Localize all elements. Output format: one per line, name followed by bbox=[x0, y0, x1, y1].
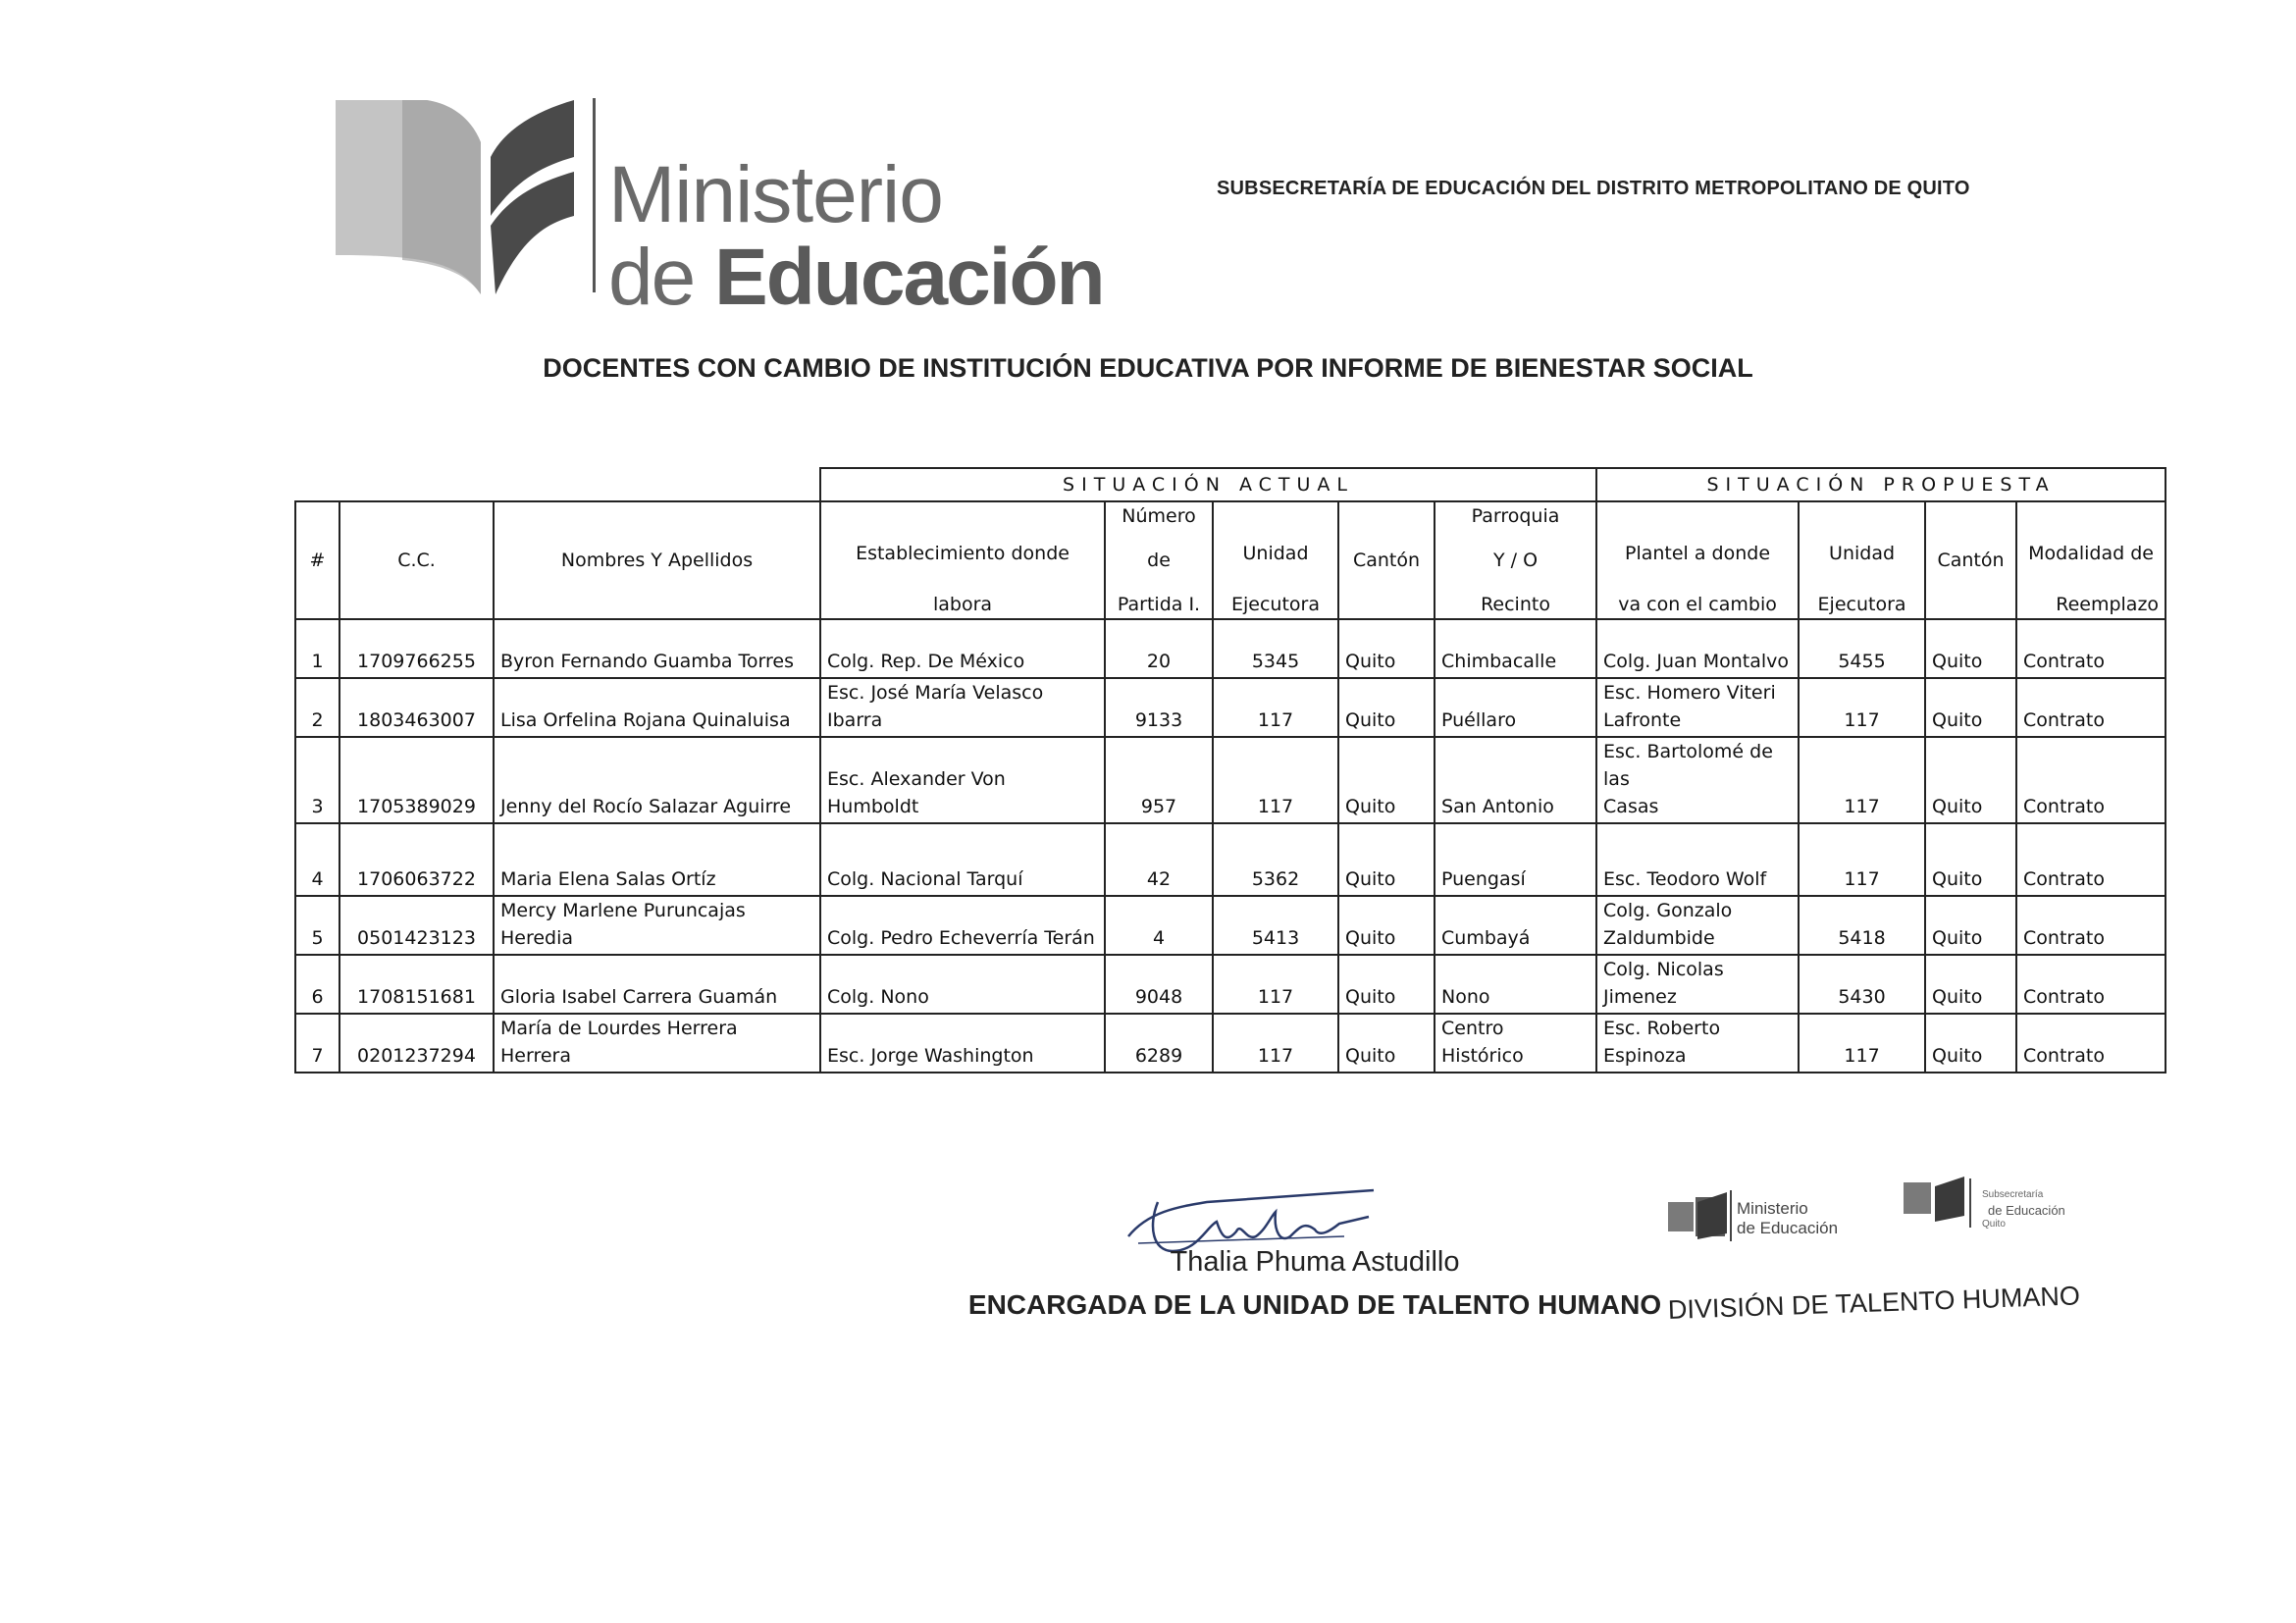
cell-unidad-propuesta bbox=[1799, 678, 1925, 737]
cell-plantel-text: Esc. Teodoro Wolf bbox=[1603, 868, 1767, 890]
cell-partida-text: 9133 bbox=[1134, 709, 1183, 731]
cell-plantel-text: Esc. Homero Viteri bbox=[1603, 682, 1776, 704]
cell-cc-text: 0501423123 bbox=[357, 927, 476, 949]
cell-num bbox=[295, 955, 339, 1014]
table-row bbox=[295, 896, 2166, 955]
cell-partida-text: 4 bbox=[1152, 927, 1166, 949]
cell-establecimiento bbox=[820, 619, 1105, 678]
cell-unidad-text: 117 bbox=[1257, 986, 1294, 1008]
cell-unidad-propuesta-text: 117 bbox=[1844, 1045, 1880, 1067]
cell-establecimiento bbox=[820, 1014, 1105, 1073]
header-modalidad-1: Modalidad de bbox=[2028, 543, 2154, 564]
cell-partida bbox=[1105, 678, 1213, 737]
cell-cc bbox=[339, 678, 494, 737]
stamp-ministerio-line-1: Ministerio bbox=[1737, 1199, 1808, 1218]
cell-canton-text: Quito bbox=[1345, 651, 1396, 672]
cell-partida-text: 9048 bbox=[1134, 986, 1183, 1008]
cell-num bbox=[295, 678, 339, 737]
cell-canton-text: Quito bbox=[1345, 1045, 1396, 1067]
cell-canton-propuesta bbox=[1925, 678, 2016, 737]
header-parroquia-3: Recinto bbox=[1481, 594, 1550, 615]
header-canton: Cantón bbox=[1338, 501, 1435, 619]
cell-canton-propuesta bbox=[1925, 896, 2016, 955]
cell-plantel-text: Espinoza bbox=[1603, 1045, 1687, 1067]
cell-partida-text: 957 bbox=[1140, 796, 1177, 817]
cell-unidad-propuesta bbox=[1799, 619, 1925, 678]
cell-nombre bbox=[494, 823, 820, 896]
cell-canton-propuesta-text: Quito bbox=[1932, 868, 1983, 890]
cell-parroquia bbox=[1435, 955, 1596, 1014]
brand-bold: Educación bbox=[714, 233, 1104, 322]
cell-plantel bbox=[1596, 896, 1799, 955]
header-nombres: Nombres Y Apellidos bbox=[494, 501, 820, 619]
cell-cc bbox=[339, 955, 494, 1014]
header-partida-3: Partida I. bbox=[1117, 594, 1201, 615]
cell-canton bbox=[1338, 737, 1435, 823]
cell-cc-text: 1705389029 bbox=[357, 796, 476, 817]
cell-partida-text: 42 bbox=[1146, 868, 1172, 890]
cell-modalidad-text: Contrato bbox=[2023, 709, 2105, 731]
cell-num bbox=[295, 1014, 339, 1073]
group-header-blank bbox=[295, 468, 820, 501]
header-parroquia-1: Parroquia bbox=[1471, 505, 1560, 527]
cell-canton-propuesta bbox=[1925, 619, 2016, 678]
cell-plantel bbox=[1596, 678, 1799, 737]
stamp-sub-line-3: Quito bbox=[1982, 1219, 2006, 1230]
header-establecimiento bbox=[820, 501, 1105, 619]
stamp-sub-line-1: Subsecretaría bbox=[1982, 1189, 2044, 1200]
cell-plantel-text: Esc. Roberto bbox=[1603, 1018, 1721, 1039]
header-plantel-2: va con el cambio bbox=[1618, 594, 1777, 615]
cell-modalidad-text: Contrato bbox=[2023, 651, 2105, 672]
cell-unidad-propuesta-text: 5418 bbox=[1838, 927, 1886, 949]
cell-modalidad-text: Contrato bbox=[2023, 986, 2105, 1008]
cell-partida bbox=[1105, 955, 1213, 1014]
cell-nombre bbox=[494, 678, 820, 737]
cell-plantel bbox=[1596, 823, 1799, 896]
header-unidad-p-1: Unidad bbox=[1829, 543, 1896, 564]
cell-canton-propuesta-text: Quito bbox=[1932, 1045, 1983, 1067]
table-row bbox=[295, 823, 2166, 896]
cell-plantel bbox=[1596, 955, 1799, 1014]
cell-num-text: 5 bbox=[311, 927, 324, 949]
cell-num bbox=[295, 896, 339, 955]
cell-establecimiento-text: Esc. Alexander Von Humboldt bbox=[827, 768, 1006, 817]
cell-num-text: 7 bbox=[311, 1045, 324, 1067]
signer-role: ENCARGADA DE LA UNIDAD DE TALENTO HUMANO bbox=[967, 1289, 1662, 1320]
cell-partida-text: 20 bbox=[1146, 651, 1172, 672]
cell-modalidad bbox=[2016, 823, 2166, 896]
cell-unidad-propuesta bbox=[1799, 1014, 1925, 1073]
cell-canton-propuesta bbox=[1925, 737, 2016, 823]
cell-canton-propuesta-text: Quito bbox=[1932, 709, 1983, 731]
stamp-sub-line-2: de Educación bbox=[1988, 1203, 2065, 1218]
cell-canton-propuesta-text: Quito bbox=[1932, 796, 1983, 817]
header-partida-2: de bbox=[1147, 550, 1171, 571]
cell-establecimiento-text: Colg. Rep. De México bbox=[827, 651, 1025, 672]
cell-cc bbox=[339, 737, 494, 823]
cell-cc-text: 1803463007 bbox=[357, 709, 476, 731]
cell-establecimiento bbox=[820, 678, 1105, 737]
cell-parroquia-text: San Antonio bbox=[1441, 796, 1554, 817]
cell-cc-text: 1708151681 bbox=[357, 986, 476, 1008]
cell-parroquia-text: Cumbayá bbox=[1441, 927, 1531, 949]
cell-canton-propuesta bbox=[1925, 823, 2016, 896]
header-plantel-1: Plantel a donde bbox=[1625, 543, 1771, 564]
cell-parroquia-text: Nono bbox=[1441, 986, 1490, 1008]
cell-unidad-text: 5413 bbox=[1251, 927, 1300, 949]
cell-unidad-propuesta bbox=[1799, 737, 1925, 823]
cell-canton-propuesta bbox=[1925, 955, 2016, 1014]
header-estab-2: labora bbox=[932, 594, 993, 615]
cell-unidad-propuesta bbox=[1799, 823, 1925, 896]
cell-establecimiento-text: Colg. Nono bbox=[827, 986, 929, 1008]
cell-unidad bbox=[1213, 619, 1338, 678]
header-modalidad bbox=[2016, 501, 2166, 619]
cell-establecimiento-text: Colg. Nacional Tarquí bbox=[827, 868, 1023, 890]
cell-num-text: 6 bbox=[311, 986, 324, 1008]
cell-canton bbox=[1338, 823, 1435, 896]
cell-nombre-text: Gloria Isabel Carrera Guamán bbox=[500, 986, 778, 1008]
cell-cc-text: 0201237294 bbox=[357, 1045, 476, 1067]
cell-unidad bbox=[1213, 823, 1338, 896]
cell-partida bbox=[1105, 896, 1213, 955]
cell-canton-text: Quito bbox=[1345, 796, 1396, 817]
table-row bbox=[295, 737, 2166, 823]
cell-canton bbox=[1338, 896, 1435, 955]
cell-parroquia bbox=[1435, 823, 1596, 896]
cell-parroquia bbox=[1435, 619, 1596, 678]
cell-establecimiento bbox=[820, 737, 1105, 823]
cell-plantel bbox=[1596, 737, 1799, 823]
header-unidad-1: Unidad bbox=[1242, 543, 1309, 564]
cell-establecimiento bbox=[820, 955, 1105, 1014]
cell-establecimiento-text: Esc. Jorge Washington bbox=[827, 1045, 1034, 1067]
cell-unidad-propuesta-text: 5430 bbox=[1838, 986, 1886, 1008]
cell-modalidad bbox=[2016, 896, 2166, 955]
cell-canton-propuesta bbox=[1925, 1014, 2016, 1073]
cell-unidad-propuesta-text: 117 bbox=[1844, 796, 1880, 817]
cell-establecimiento-text: Esc. José María Velasco bbox=[827, 682, 1044, 704]
cell-nombre bbox=[494, 1014, 820, 1073]
table-row bbox=[295, 619, 2166, 678]
cell-parroquia bbox=[1435, 1014, 1596, 1073]
cell-nombre-text: Lisa Orfelina Rojana Quinaluisa bbox=[500, 709, 791, 731]
cell-unidad bbox=[1213, 678, 1338, 737]
header-parroquia bbox=[1435, 501, 1596, 619]
docentes-table bbox=[294, 467, 2166, 1073]
header-modalidad-2: Reemplazo bbox=[2056, 594, 2160, 615]
column-header-row bbox=[295, 501, 2166, 619]
header-canton-propuesta: Cantón bbox=[1925, 501, 2016, 619]
cell-nombre-text: María de Lourdes Herrera Herrera bbox=[500, 1018, 738, 1067]
header-plantel bbox=[1596, 501, 1799, 619]
cell-plantel-text: Casas bbox=[1603, 796, 1659, 817]
cell-plantel-text: Colg. Nicolas Jimenez bbox=[1603, 959, 1724, 1008]
cell-unidad-propuesta-text: 5455 bbox=[1838, 651, 1886, 672]
header-unidad-p-2: Ejecutora bbox=[1817, 594, 1906, 615]
cell-parroquia bbox=[1435, 737, 1596, 823]
cell-establecimiento bbox=[820, 823, 1105, 896]
cell-num-text: 2 bbox=[311, 709, 324, 731]
cell-nombre-text: Maria Elena Salas Ortíz bbox=[500, 868, 716, 890]
cell-plantel bbox=[1596, 1014, 1799, 1073]
cell-plantel-text: Esc. Bartolomé de las bbox=[1603, 741, 1773, 790]
cell-establecimiento-text: Ibarra bbox=[827, 709, 883, 731]
cell-nombre-text: Jenny del Rocío Salazar Aguirre bbox=[500, 796, 792, 817]
cell-canton-text: Quito bbox=[1345, 927, 1396, 949]
cell-cc-text: 1706063722 bbox=[357, 868, 476, 890]
cell-nombre bbox=[494, 955, 820, 1014]
cell-modalidad bbox=[2016, 678, 2166, 737]
cell-cc bbox=[339, 1014, 494, 1073]
cell-canton bbox=[1338, 1014, 1435, 1073]
cell-unidad bbox=[1213, 1014, 1338, 1073]
signer-name: Thalia Phuma Astudillo bbox=[1170, 1246, 1460, 1278]
cell-nombre-text: Heredia bbox=[500, 927, 574, 949]
cell-parroquia-text: Puengasí bbox=[1441, 868, 1526, 890]
cell-unidad-text: 117 bbox=[1257, 709, 1294, 731]
cell-modalidad bbox=[2016, 955, 2166, 1014]
cell-partida-text: 6289 bbox=[1134, 1045, 1183, 1067]
group-header-row bbox=[295, 468, 2166, 501]
cell-num-text: 3 bbox=[311, 796, 324, 817]
logo-divider bbox=[593, 98, 596, 292]
cell-num bbox=[295, 737, 339, 823]
stamp-division: DIVISIÓN DE TALENTO HUMANO bbox=[1667, 1281, 2081, 1325]
cell-plantel-text: Colg. Gonzalo bbox=[1603, 900, 1733, 921]
cell-num bbox=[295, 823, 339, 896]
cell-plantel bbox=[1596, 619, 1799, 678]
header-unidad bbox=[1213, 501, 1338, 619]
brand-line-1: Ministerio bbox=[608, 150, 943, 239]
header-parroquia-2: Y / O bbox=[1493, 550, 1539, 571]
cell-modalidad bbox=[2016, 619, 2166, 678]
cell-canton-propuesta-text: Quito bbox=[1932, 927, 1983, 949]
cell-establecimiento-text: Colg. Pedro Echeverría Terán bbox=[827, 927, 1095, 949]
cell-canton-text: Quito bbox=[1345, 986, 1396, 1008]
cell-unidad-text: 5345 bbox=[1251, 651, 1300, 672]
cell-canton-text: Quito bbox=[1345, 868, 1396, 890]
cell-canton bbox=[1338, 678, 1435, 737]
ministerio-logo-icon bbox=[334, 98, 589, 294]
cell-unidad-propuesta bbox=[1799, 955, 1925, 1014]
cell-nombre bbox=[494, 619, 820, 678]
cell-plantel-text: Lafronte bbox=[1603, 709, 1682, 731]
cell-modalidad-text: Contrato bbox=[2023, 927, 2105, 949]
header-cc: C.C. bbox=[339, 501, 494, 619]
cell-nombre-text: Byron Fernando Guamba Torres bbox=[500, 651, 795, 672]
table-body bbox=[295, 619, 2166, 1073]
cell-unidad-propuesta-text: 117 bbox=[1844, 709, 1880, 731]
cell-establecimiento bbox=[820, 896, 1105, 955]
cell-parroquia-text: Chimbacalle bbox=[1441, 651, 1557, 672]
header-unidad-propuesta bbox=[1799, 501, 1925, 619]
header-partida bbox=[1105, 501, 1213, 619]
cell-unidad-propuesta-text: 117 bbox=[1844, 868, 1880, 890]
cell-plantel-text: Zaldumbide bbox=[1603, 927, 1715, 949]
cell-unidad-text: 117 bbox=[1257, 796, 1294, 817]
brand-line-2 bbox=[608, 233, 1104, 322]
cell-unidad-text: 5362 bbox=[1251, 868, 1300, 890]
document-title: DOCENTES CON CAMBIO DE INSTITUCIÓN EDUCATIVA POR INFORME DE BIENESTAR SOCIAL bbox=[543, 353, 1753, 383]
cell-canton bbox=[1338, 955, 1435, 1014]
cell-nombre bbox=[494, 896, 820, 955]
group-situacion-propuesta: SITUACIÓN PROPUESTA bbox=[1596, 468, 2166, 501]
cell-modalidad bbox=[2016, 1014, 2166, 1073]
cell-unidad bbox=[1213, 737, 1338, 823]
cell-unidad bbox=[1213, 955, 1338, 1014]
table-row bbox=[295, 678, 2166, 737]
table-row bbox=[295, 955, 2166, 1014]
cell-canton bbox=[1338, 619, 1435, 678]
cell-partida bbox=[1105, 1014, 1213, 1073]
header-unidad-2: Ejecutora bbox=[1231, 594, 1321, 615]
cell-cc bbox=[339, 619, 494, 678]
cell-partida bbox=[1105, 619, 1213, 678]
table-row bbox=[295, 1014, 2166, 1073]
cell-nombre bbox=[494, 737, 820, 823]
cell-nombre-text: Mercy Marlene Puruncajas bbox=[500, 900, 746, 921]
cell-cc bbox=[339, 823, 494, 896]
subsecretaria-heading: SUBSECRETARÍA DE EDUCACIÓN DEL DISTRITO METROPOLITANO DE QUITO bbox=[1217, 178, 1970, 199]
cell-num-text: 1 bbox=[311, 651, 324, 672]
cell-cc bbox=[339, 896, 494, 955]
cell-parroquia-text: Puéllaro bbox=[1441, 709, 1517, 731]
cell-parroquia bbox=[1435, 896, 1596, 955]
cell-canton-propuesta-text: Quito bbox=[1932, 651, 1983, 672]
cell-unidad-propuesta bbox=[1799, 896, 1925, 955]
cell-cc-text: 1709766255 bbox=[357, 651, 476, 672]
header-estab-1: Establecimiento donde bbox=[856, 543, 1070, 564]
cell-unidad bbox=[1213, 896, 1338, 955]
header-num: # bbox=[295, 501, 339, 619]
brand-prefix: de bbox=[608, 233, 714, 322]
cell-canton-propuesta-text: Quito bbox=[1932, 986, 1983, 1008]
group-situacion-actual: SITUACIÓN ACTUAL bbox=[820, 468, 1596, 501]
cell-canton-text: Quito bbox=[1345, 709, 1396, 731]
cell-modalidad-text: Contrato bbox=[2023, 796, 2105, 817]
cell-modalidad-text: Contrato bbox=[2023, 868, 2105, 890]
cell-modalidad bbox=[2016, 737, 2166, 823]
cell-parroquia bbox=[1435, 678, 1596, 737]
cell-partida bbox=[1105, 823, 1213, 896]
cell-modalidad-text: Contrato bbox=[2023, 1045, 2105, 1067]
cell-num bbox=[295, 619, 339, 678]
cell-plantel-text: Colg. Juan Montalvo bbox=[1603, 651, 1790, 672]
cell-parroquia-text: Centro Histórico bbox=[1441, 1018, 1524, 1067]
cell-unidad-text: 117 bbox=[1257, 1045, 1294, 1067]
cell-partida bbox=[1105, 737, 1213, 823]
cell-num-text: 4 bbox=[311, 868, 324, 890]
header-partida-1: Número bbox=[1122, 505, 1196, 527]
stamp-ministerio-line-2: de Educación bbox=[1737, 1219, 1839, 1237]
